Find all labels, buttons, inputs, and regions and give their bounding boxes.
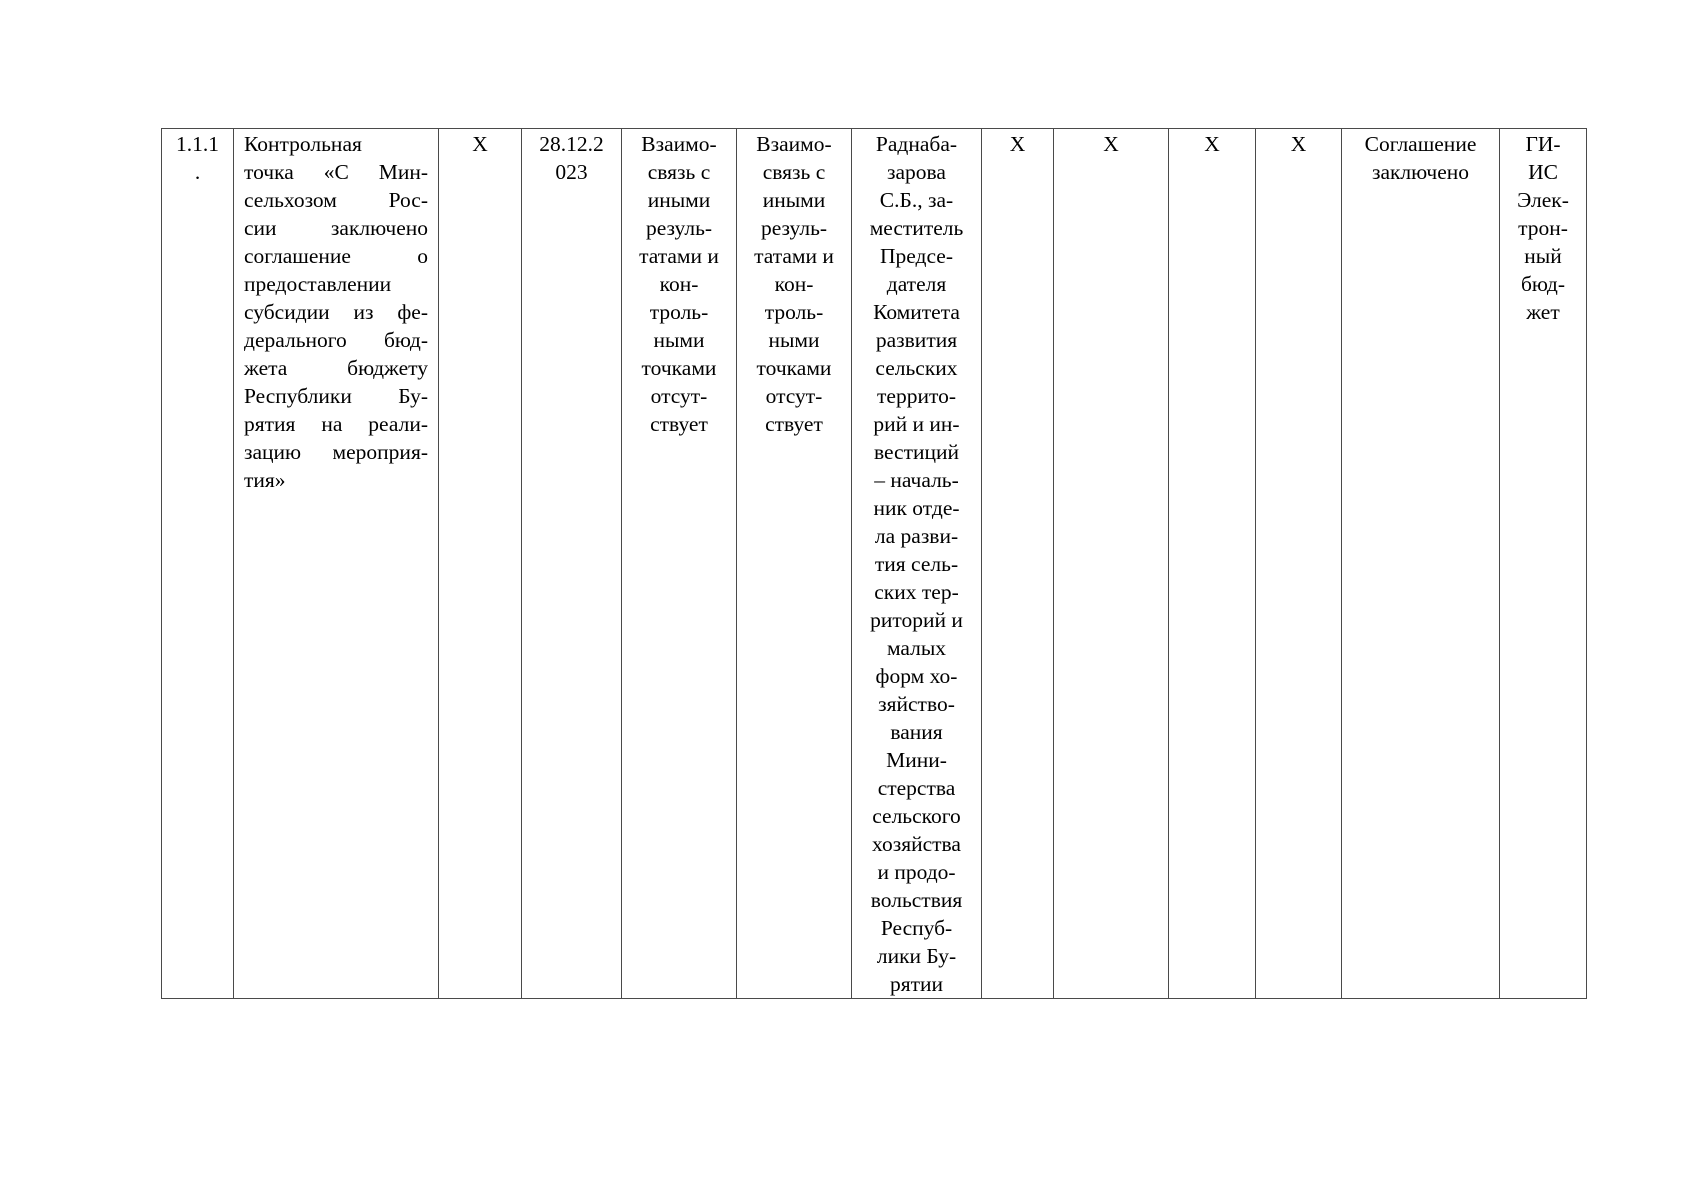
control-point-table (161, 128, 1587, 999)
number-lines: 1.1.1 . (176, 132, 219, 184)
x-mark: X (472, 132, 488, 156)
x-mark: X (1204, 132, 1220, 156)
result-lines: Соглашение заключено (1364, 132, 1477, 184)
name-lines: Контрольная точка «С Мин- сельхозом Рос- сии заключено соглашение о предоставлении субсидии из фе- дерального бюд- жета бюджету Республики Бу- рятия на реали- зацию мероприя- тия» (244, 132, 428, 492)
cell-responsible (852, 129, 982, 999)
cell-name (234, 129, 439, 999)
x-mark: X (1290, 132, 1307, 156)
cell-previous-links (622, 129, 737, 999)
x-mark: X (1103, 132, 1119, 156)
cell-col9 (1054, 129, 1169, 999)
previous-links-lines: Взаимо- связь с иными резуль- татами и кон- троль- ными точками отсут- ствует (639, 132, 719, 436)
next-links-lines: Взаимо- связь с иными резуль- татами и кон- троль- ными точками отсут- ствует (754, 132, 834, 436)
cell-col3 (439, 129, 522, 999)
responsible-lines: Раднаба- зарова С.Б., за- меститель Предсе- дателя Комитета развития сельских террито- рий и ин- вестиций – началь- ник отде- ла разви- тия сель- ских тер- риторий и малых форм хо- зяйство- вания Мини- стерства сельского хозяйства и продо- вольствия Респуб- лики Бу- рятии (869, 132, 964, 996)
table-row (162, 129, 1587, 999)
cell-col8 (982, 129, 1054, 999)
cell-information-system (1500, 129, 1587, 999)
cell-date (522, 129, 622, 999)
cell-number (162, 129, 234, 999)
cell-next-links (737, 129, 852, 999)
cell-col10 (1169, 129, 1256, 999)
x-mark: X (1009, 132, 1026, 156)
information-system-lines: ГИ- ИС Элек- трон- ный бюд- жет (1517, 132, 1569, 324)
date-lines: 28.12.2 023 (539, 132, 604, 184)
cell-col11 (1256, 129, 1342, 999)
cell-result (1342, 129, 1500, 999)
